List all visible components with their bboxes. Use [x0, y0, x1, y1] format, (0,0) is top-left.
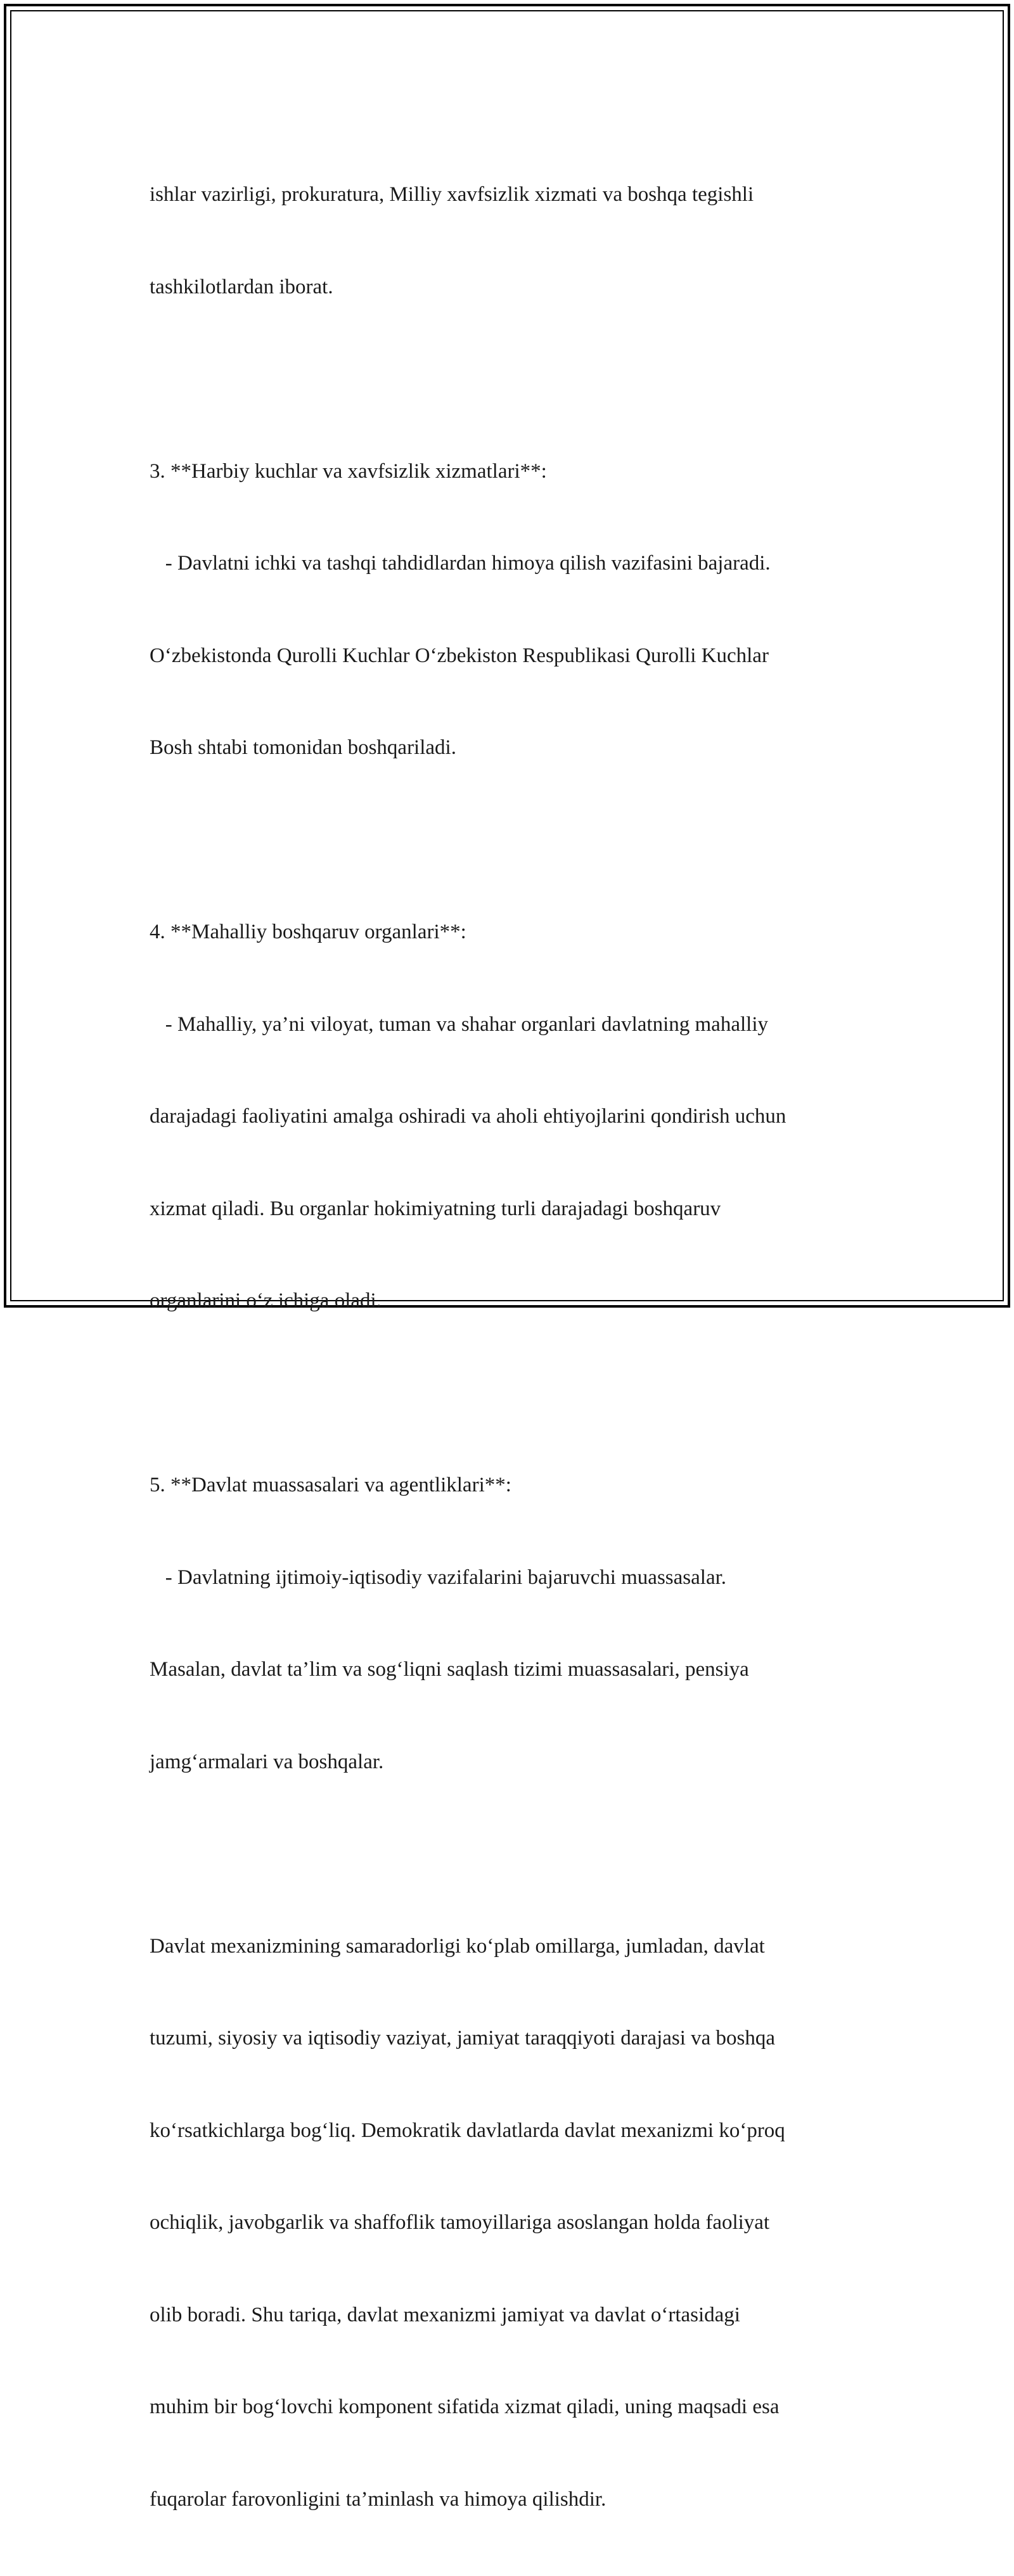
- text-line: darajadagi faoliyatini amalga oshiradi va aholi ehtiyojlarini qondirish uchun: [150, 1101, 866, 1132]
- text-line: Davlat mexanizmining samaradorligi ko‘plab omillarga, jumladan, davlat: [150, 1931, 866, 1962]
- text-line: - Davlatni ichki va tashqi tahdidlardan himoya qilish vazifasini bajaradi.: [150, 548, 866, 579]
- list-item-4-local-government: [150, 855, 866, 1378]
- list-item-3-military: [150, 395, 866, 825]
- text-line: olib boradi. Shu tariqa, davlat mexanizmi jamiyat va davlat o‘rtasidagi: [150, 2300, 866, 2331]
- list-item-5-state-institutions: [150, 1408, 866, 1839]
- text-line: tashkilotlardan iborat.: [150, 272, 866, 303]
- list-item-heading: 5. **Davlat muassasalari va agentliklari**:: [150, 1470, 866, 1501]
- text-line: - Mahalliy, ya’ni viloyat, tuman va shahar organlari davlatning mahalliy: [150, 1009, 866, 1040]
- text-line: Bosh shtabi tomonidan boshqariladi.: [150, 732, 866, 763]
- list-item-heading: 4. **Mahalliy boshqaruv organlari**:: [150, 917, 866, 948]
- text-line: tuzumi, siyosiy va iqtisodiy vaziyat, jamiyat taraqqiyoti darajasi va boshqa: [150, 2023, 866, 2054]
- paragraph-continuation: [150, 118, 866, 364]
- text-line: muhim bir bog‘lovchi komponent sifatida xizmat qiladi, uning maqsadi esa: [150, 2392, 866, 2423]
- text-line: O‘zbekistonda Qurolli Kuchlar O‘zbekiston Respublikasi Qurolli Kuchlar: [150, 641, 866, 672]
- text-line: - Davlatning ijtimoiy-iqtisodiy vazifalarini bajaruvchi muassasalar.: [150, 1562, 866, 1593]
- paragraph-conclusion: [150, 1870, 866, 2576]
- text-line: fuqarolar farovonligini ta’minlash va himoya qilishdir.: [150, 2484, 866, 2515]
- text-line: ochiqlik, javobgarlik va shaffoflik tamoyillariga asoslangan holda faoliyat: [150, 2207, 866, 2238]
- text-line: ko‘rsatkichlarga bog‘liq. Demokratik davlatlarda davlat mexanizmi ko‘proq: [150, 2115, 866, 2146]
- text-line: xizmat qiladi. Bu organlar hokimiyatning turli darajadagi boshqaruv: [150, 1194, 866, 1225]
- text-line: Masalan, davlat ta’lim va sog‘liqni saqlash tizimi muassasalari, pensiya: [150, 1654, 866, 1685]
- list-item-heading: 3. **Harbiy kuchlar va xavfsizlik xizmatlari**:: [150, 456, 866, 487]
- text-line: ishlar vazirligi, prokuratura, Milliy xavfsizlik xizmati va boshqa tegishli: [150, 179, 866, 210]
- text-line: organlarini o‘z ichiga oladi.: [150, 1285, 866, 1317]
- document-body: [150, 118, 866, 2576]
- text-line: jamg‘armalari va boshqalar.: [150, 1747, 866, 1778]
